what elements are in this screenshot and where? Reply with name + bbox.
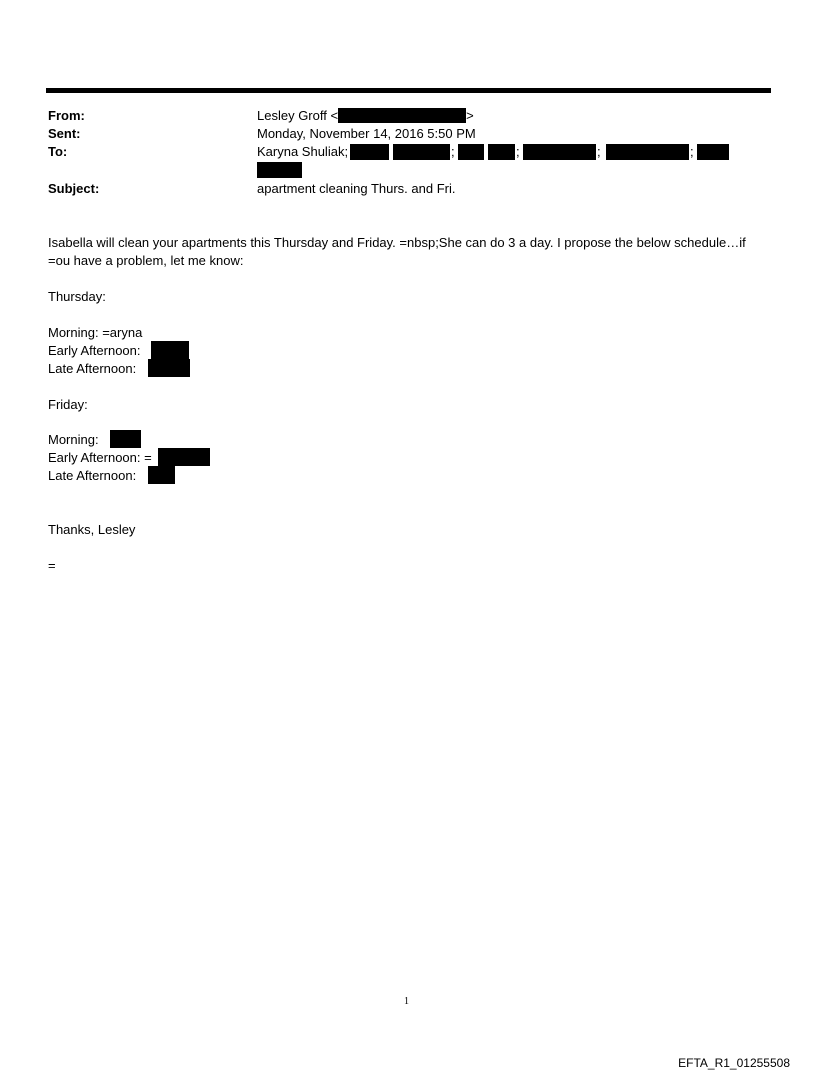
thursday-morning: Morning: =aryna bbox=[48, 325, 143, 340]
to-value bbox=[257, 143, 348, 161]
friday-heading: Friday: bbox=[48, 397, 88, 412]
from-value bbox=[257, 107, 474, 125]
redaction-box bbox=[338, 108, 466, 123]
redaction-box bbox=[110, 430, 141, 448]
redaction-box bbox=[257, 162, 302, 178]
redaction-box bbox=[151, 341, 189, 359]
sent-label: Sent: bbox=[48, 126, 81, 141]
redaction-box bbox=[523, 144, 596, 160]
subject-label: Subject: bbox=[48, 181, 100, 196]
thursday-late-afternoon: Late Afternoon: bbox=[48, 361, 137, 376]
friday-morning: Morning: bbox=[48, 432, 99, 447]
header-rule bbox=[46, 88, 771, 93]
redaction-box bbox=[697, 144, 729, 160]
redaction-box bbox=[606, 144, 689, 160]
signoff: Thanks, Lesley bbox=[48, 522, 136, 537]
thursday-heading: Thursday: bbox=[48, 289, 106, 304]
subject-value: apartment cleaning Thurs. and Fri. bbox=[257, 181, 456, 196]
body-intro-line-1: Isabella will clean your apartments this Thursday and Friday. =nbsp;She can do 3 a day. I propose the below schedule…if bbox=[48, 235, 746, 250]
from-close: > bbox=[466, 108, 474, 123]
redaction-box bbox=[350, 144, 389, 160]
redaction-box bbox=[393, 144, 450, 160]
sent-value: Monday, November 14, 2016 5:50 PM bbox=[257, 126, 476, 141]
redaction-box bbox=[148, 359, 190, 377]
redaction-box bbox=[158, 448, 210, 466]
from-label: From: bbox=[48, 108, 85, 123]
redaction-box bbox=[488, 144, 515, 160]
page-number: 1 bbox=[404, 996, 409, 1007]
recipient-separator: ; bbox=[516, 144, 520, 159]
friday-early-afternoon: Early Afternoon: = bbox=[48, 450, 152, 465]
to-label: To: bbox=[48, 144, 68, 159]
recipient-separator: ; bbox=[690, 144, 694, 159]
redaction-box bbox=[458, 144, 484, 160]
recipient-separator: ; bbox=[597, 144, 601, 159]
friday-late-afternoon: Late Afternoon: bbox=[48, 468, 137, 483]
to-first-recipient: Karyna Shuliak; bbox=[257, 144, 349, 159]
body-intro-line-2: =ou have a problem, let me know: bbox=[48, 253, 244, 268]
from-name: Lesley Groff < bbox=[257, 108, 339, 123]
trailing-character: = bbox=[48, 558, 56, 573]
document-id: EFTA_R1_01255508 bbox=[678, 1056, 790, 1070]
recipient-separator: ; bbox=[451, 144, 455, 159]
redaction-box bbox=[148, 466, 175, 484]
thursday-early-afternoon: Early Afternoon: bbox=[48, 343, 141, 358]
